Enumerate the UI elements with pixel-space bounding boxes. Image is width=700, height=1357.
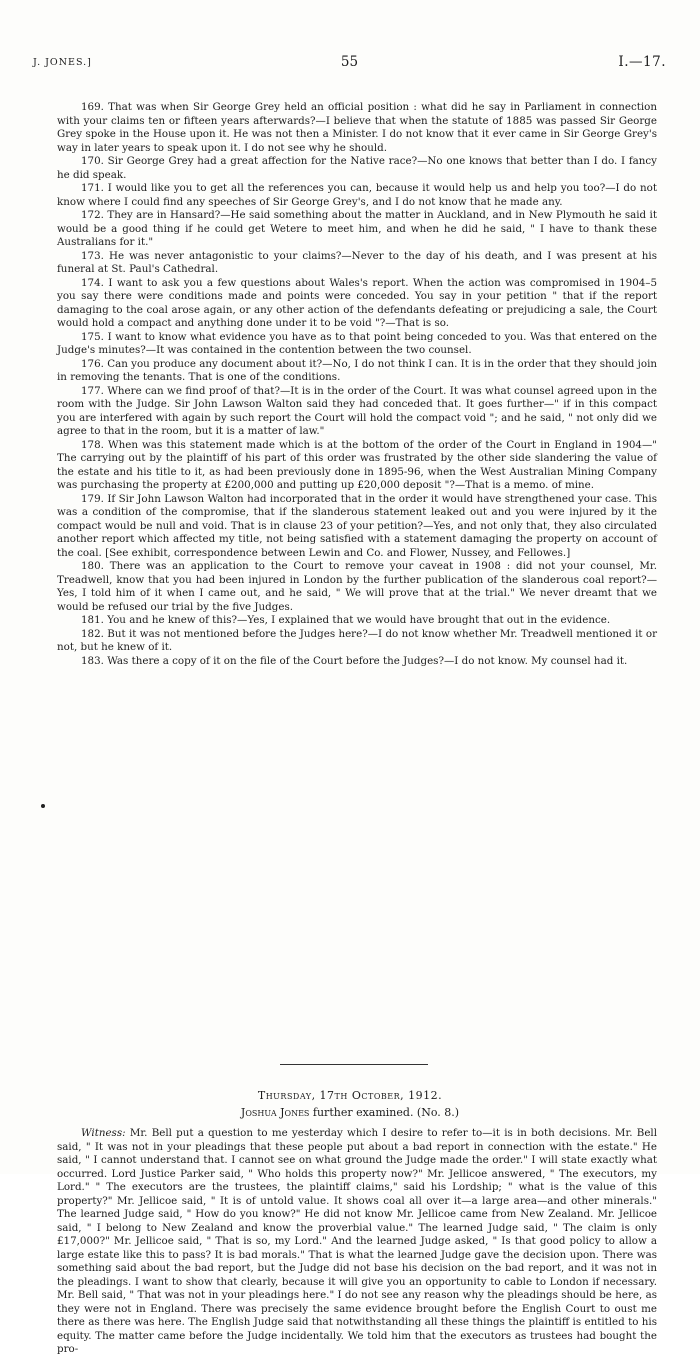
witness-statement bbox=[57, 1127, 657, 1357]
question-179: 179. If Sir John Lawson Walton had incorporated that in the order it would have strengthened your case. This was a condition of the compromise, that if the slanderous statement leaked out and you were injured by it the compact would be null and void. That is in clause 23 of your petition?—Yes, and not only that, they also circulated another report which affected my title, not being satisfied with a statement damaging the property on account of the coal. [See exhibit, correspondence between Lewin and Co. and Flower, Nussey, and Fellowes.] bbox=[57, 492, 657, 559]
question-176: 176. Can you produce any document about it?—No, I do not think I can. It is in the order that they should join in removing the tenants. That is one of the conditions. bbox=[57, 357, 657, 383]
section-date-heading: Thursday, 17th October, 1912. bbox=[257, 1089, 443, 1102]
header-paper-reference: I.—17. bbox=[618, 54, 666, 70]
question-170: 170. Sir George Grey had a great affection for the Native race?—No one knows that better than I do. I fancy he did speak. bbox=[57, 155, 657, 181]
question-172: 172. They are in Hansard?—He said something about the matter in Auckland, and in New Plymouth he said it would be a good thing if he could get Wetere to meet him, and when he did he said, " I have to thank these Australians for it." bbox=[57, 209, 657, 248]
witness-label: Witness: bbox=[81, 1127, 126, 1139]
examination-body bbox=[57, 101, 657, 668]
section-divider bbox=[280, 1064, 428, 1065]
margin-mark bbox=[41, 804, 45, 808]
question-182: 182. But it was not mentioned before the Judges here?—I do not know whether Mr. Treadwell mentioned it or not, but he knew of it. bbox=[57, 627, 657, 653]
question-177: 177. Where can we find proof of that?—It is in the order of the Court. It was what counsel agreed upon in the room with the Judge. Sir John Lawson Walton said they had conceded that. It goes further—" if in this compact you are interfered with again by such report the Court will hold the compact void "; and he said, " not only did we agree to that in the room, but it is a matter of law." bbox=[57, 384, 657, 437]
witness-text: Mr. Bell put a question to me yesterday which I desire to refer to—it is in both decisions. Mr. Bell said, " It was not in your pleadings that these people put about a bad report in connection with the estate." He said, " I cannot understand that. I cannot see on what ground the Judge made the order." I will state exactly what occurred. Lord Justice Parker said, " Who holds this property now?" Mr. Jellicoe answered, " The executors, my Lord." " The executors are the trustees, the plaintiff claims," said his Lordship; " what is the value of this property?" Mr. Jellicoe said, " It is of untold value. It shows coal all over it—a large area—and other minerals." The learned Judge said, " How do you know?" He did not know Mr. Jellicoe came from New Zealand. Mr. Jellicoe said, " I belong to New Zealand and know the proverbial value." The learned Judge said, " The claim is only £17,000?" Mr. Jellicoe said, " That is so, my Lord." And the learned Judge asked, " Is that good policy to allow a large estate like this to pass? It is bad morals." That is what the learned Judge gave the decision upon. There was something said about the bad report, but the Judge did not base his decision on the bad report, and it was not in the pleadings. I want to show that clearly, because it will give you an opportunity to cable to London if necessary. Mr. Bell said, " That was not in your pleadings here." I do not see any reason why the pleadings should be here, as they were not in England. There was precisely the same evidence brought before the English Court to oust me there as there was here. The English Judge said that notwithstanding all these things the plaintiff is entitled to his equity. The matter came before the Judge incidentally. We told him that the executors as trustees had bought the pro- bbox=[57, 1127, 657, 1355]
question-173: 173. He was never antagonistic to your claims?—Never to the day of his death, and I was present at his funeral at St. Paul's Cathedral. bbox=[57, 249, 657, 275]
question-180: 180. There was an application to the Court to remove your caveat in 1908 : did not your counsel, Mr. Treadwell, know that you had been injured in London by the further publication of the slanderous coal report?—Yes, I told him of it when I came out, and he said, " We will prove that at the trial." We never dreamt that we would be refused our trial by the five Judges. bbox=[57, 560, 657, 613]
header-witness-name: J. JONES.] bbox=[33, 57, 92, 68]
question-181: 181. You and he knew of this?—Yes, I explained that we would have brought that out in the evidence. bbox=[81, 614, 611, 626]
section-subheading bbox=[0, 1106, 700, 1119]
witness-name: Joshua Jones bbox=[240, 1106, 310, 1119]
question-171: 171. I would like you to get all the references you can, because it would help us and help you too?—I do not know where I could find any speeches of Sir George Grey's, and I do not know that he made any. bbox=[57, 182, 657, 208]
examination-note: further examined. (No. 8.) bbox=[309, 1106, 460, 1119]
question-183: 183. Was there a copy of it on the file of the Court before the Judges?—I do not know. My counsel had it. bbox=[81, 654, 628, 667]
page-number: 55 bbox=[340, 54, 359, 70]
question-169: 169. That was when Sir George Grey held an official position : what did he say in Parliament in connection with your claims ten or fifteen years afterwards?—I believe that when the statute of 1885 was passed Sir George Grey spoke in the House upon it. He was not then a Minister. I do not know that it ever came in Sir George Grey's way in later years to speak upon it. I do not see why he should. bbox=[57, 101, 657, 154]
question-178: 178. When was this statement made which is at the bottom of the order of the Court in England in 1904—" The carrying out by the plaintiff of his part of this order was frustrated by the other side slandering the value of the estate and his title to it, as had been previously done in 1895-96, when the West Australian Mining Company was purchasing the property at £200,000 and putting up £20,000 deposit "?—That is a memo. of mine. bbox=[57, 438, 657, 491]
question-174: 174. I want to ask you a few questions about Wales's report. When the action was compromised in 1904–5 you say there were conditions made and points were conceded. You say in your petition " that if the report damaging to the coal arose again, or any other action of the defendants defeating or prejudicing a sale, the Court would hold a compact and anything done under it to be void "?—That is so. bbox=[57, 276, 657, 329]
witness-paragraph bbox=[57, 1127, 657, 1357]
page-header bbox=[33, 54, 666, 74]
question-175: 175. I want to know what evidence you have as to that point being conceded to you. Was that entered on the Judge's minutes?—It was contained in the contention between the two counsel. bbox=[57, 330, 657, 356]
